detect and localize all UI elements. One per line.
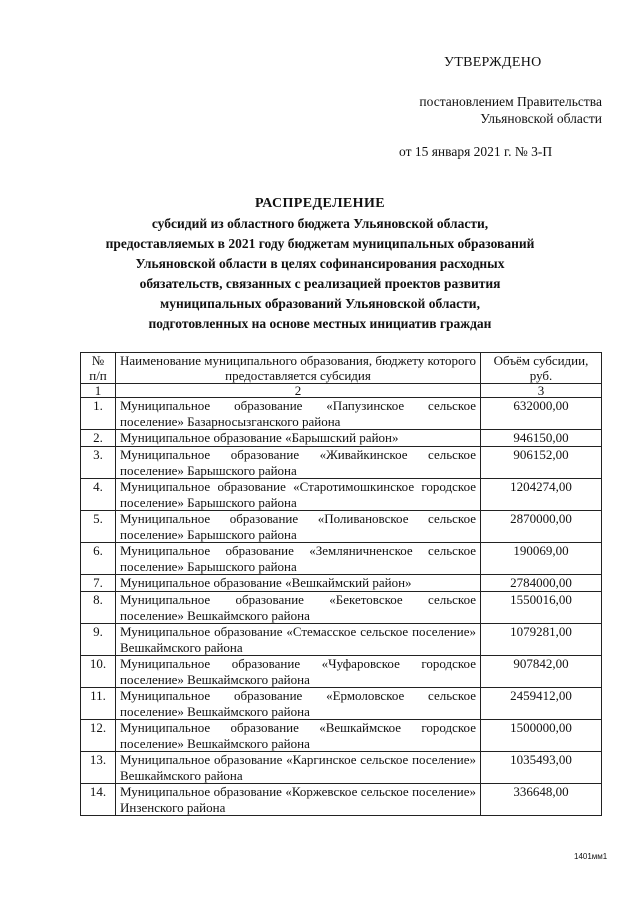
subsidy-table [80,352,602,816]
table-row [81,430,602,447]
table-row [81,752,602,784]
table-row [81,511,602,543]
subsidy-amount: 336648,00 [481,784,602,816]
column-index: 3 [481,384,602,398]
municipality-name: Муниципальное образование «Барышский район» [116,430,481,447]
title-line: муниципальных образований Ульяновской области, [160,296,480,311]
decree-line-2: Ульяновской области [480,111,602,126]
subsidy-amount: 2784000,00 [481,575,602,592]
decree-reference [392,93,602,127]
table-row [81,575,602,592]
municipality-name: Муниципальное образование «Бекетовское сельское поселение» Вешкаймского района [116,592,481,624]
subsidy-amount: 2459412,00 [481,688,602,720]
decree-line-1: постановлением Правительства [419,94,602,109]
decree-date: от 15 января 2021 г. № 3-П [399,144,553,159]
subsidy-amount: 1035493,00 [481,752,602,784]
municipality-name: Муниципальное образование «Земляничненское сельское поселение» Барышского района [116,543,481,575]
col-number-header: № п/п [81,353,116,384]
col-amount-header: Объём субсидии, руб. [481,353,602,384]
approved-stamp: УТВЕРЖДЕНО [444,55,542,70]
table-row [81,688,602,720]
municipality-name: Муниципальное образование «Живайкинское сельское поселение» Барышского района [116,447,481,479]
table-row [81,398,602,430]
row-number: 14. [81,784,116,816]
municipality-name: Муниципальное образование «Каргинское сельское поселение» Вешкаймского района [116,752,481,784]
title-line: субсидий из областного бюджета Ульяновской области, [151,216,489,231]
subsidy-amount: 1550016,00 [481,592,602,624]
row-number: 10. [81,656,116,688]
row-number: 9. [81,624,116,656]
municipality-name: Муниципальное образование «Ермоловское сельское поселение» Вешкаймского района [116,688,481,720]
municipality-name: Муниципальное образование «Поливановское сельское поселение» Барышского района [116,511,481,543]
subsidy-amount: 1079281,00 [481,624,602,656]
municipality-name: Муниципальное образование «Старотимошкинское городское поселение» Барышского района [116,479,481,511]
row-number: 4. [81,479,116,511]
table-row [81,784,602,816]
row-number: 8. [81,592,116,624]
column-index: 1 [81,384,116,398]
row-number: 7. [81,575,116,592]
subsidy-amount: 2870000,00 [481,511,602,543]
row-number: 12. [81,720,116,752]
table-row [81,479,602,511]
row-number: 1. [81,398,116,430]
municipality-name: Муниципальное образование «Вешкаймское городское поселение» Вешкаймского района [116,720,481,752]
col-name-header: Наименование муниципального образования, бюджету которого предоставляется субсидия [116,353,481,384]
title-line: обязательств, связанных с реализацией проектов развития [139,276,501,291]
municipality-name: Муниципальное образование «Коржевское сельское поселение» Инзенского района [116,784,481,816]
table-row [81,447,602,479]
table-header-row [81,353,602,384]
table-row [81,720,602,752]
row-number: 11. [81,688,116,720]
title-heading: РАСПРЕДЕЛЕНИЕ [255,196,385,211]
table-row [81,592,602,624]
document-title [60,194,580,334]
column-index: 2 [116,384,481,398]
table-row [81,543,602,575]
subsidy-amount: 907842,00 [481,656,602,688]
subsidy-amount: 1204274,00 [481,479,602,511]
title-line: Ульяновской области в целях софинансирования расходных [135,256,505,271]
title-line: подготовленных на основе местных инициатив граждан [148,316,492,331]
table-row [81,624,602,656]
row-number: 3. [81,447,116,479]
municipality-name: Муниципальное образование «Вешкаймский район» [116,575,481,592]
column-index-row [81,384,602,398]
title-line: предоставляемых в 2021 году бюджетам муниципальных образований [105,236,535,251]
subsidy-amount: 632000,00 [481,398,602,430]
municipality-name: Муниципальное образование «Стемасское сельское поселение» Вешкаймского района [116,624,481,656]
table-row [81,656,602,688]
subsidy-amount: 190069,00 [481,543,602,575]
row-number: 5. [81,511,116,543]
row-number: 6. [81,543,116,575]
subsidy-amount: 906152,00 [481,447,602,479]
subsidy-amount: 946150,00 [481,430,602,447]
row-number: 13. [81,752,116,784]
document-code: 1401мм1 [574,852,608,861]
municipality-name: Муниципальное образование «Чуфаровское городское поселение» Вешкаймского района [116,656,481,688]
municipality-name: Муниципальное образование «Папузинское сельское поселение» Базарносызганского района [116,398,481,430]
row-number: 2. [81,430,116,447]
subsidy-amount: 1500000,00 [481,720,602,752]
